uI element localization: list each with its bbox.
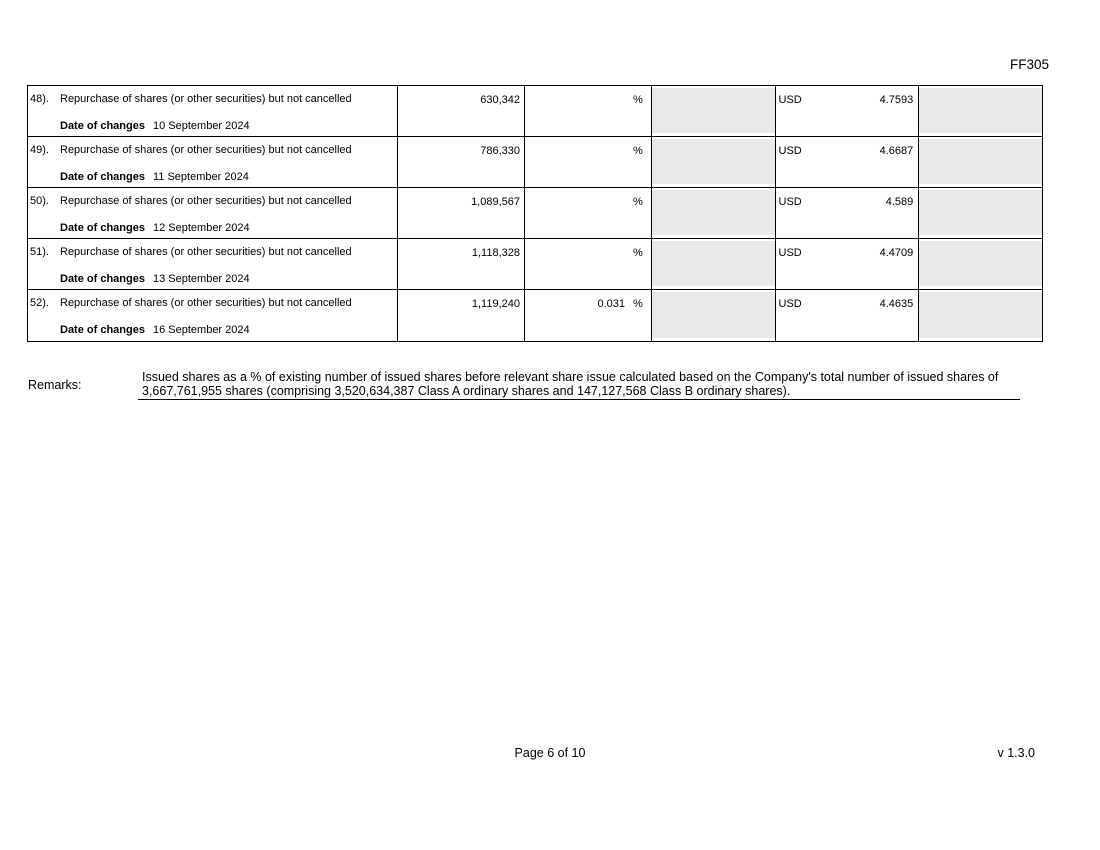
- percent-cell: [524, 290, 651, 341]
- page-number: Page 6 of 10: [514, 746, 586, 760]
- shaded-box: [919, 190, 1042, 235]
- row-main-cell: [28, 290, 397, 341]
- remarks-label: Remarks:: [28, 378, 82, 392]
- row-description: Repurchase of shares (or other securities) but not cancelled: [60, 93, 352, 105]
- currency-price-cell: [775, 188, 919, 238]
- price-value: 4.4635: [879, 298, 914, 310]
- date-of-changes-label: Date of changes: [60, 171, 145, 183]
- percent-cell: [524, 86, 651, 136]
- table-row: [28, 239, 1042, 290]
- shaded-cell: [918, 86, 1042, 136]
- shaded-box: [652, 88, 775, 133]
- shares-count-cell: 786,330: [397, 137, 524, 187]
- currency-price-cell: [775, 239, 919, 289]
- shaded-cell: [651, 188, 775, 238]
- shaded-cell: [918, 239, 1042, 289]
- currency-price-cell: [775, 137, 919, 187]
- percent-sign: %: [632, 145, 643, 157]
- date-value: 12 September 2024: [153, 222, 250, 234]
- remarks-line-1: Issued shares as a % of existing number of issued shares before relevant share issue calculated based on the Company's total number of issued shares of: [142, 370, 999, 384]
- table-row: [28, 86, 1042, 137]
- currency-label: USD: [778, 196, 802, 208]
- form-code-label: FF305: [1009, 57, 1049, 72]
- shares-count-cell: 1,118,328: [397, 239, 524, 289]
- shaded-cell: [918, 137, 1042, 187]
- row-description: Repurchase of shares (or other securities) but not cancelled: [60, 246, 352, 258]
- date-value: 10 September 2024: [153, 120, 250, 132]
- percent-value: 0.031: [597, 298, 625, 310]
- price-value: 4.589: [885, 196, 914, 208]
- shaded-box: [919, 241, 1042, 286]
- row-number: 48).: [30, 93, 49, 105]
- currency-label: USD: [778, 298, 802, 310]
- date-of-changes-label: Date of changes: [60, 120, 145, 132]
- version-label: v 1.3.0: [997, 746, 1035, 760]
- shares-count-cell: 1,119,240: [397, 290, 524, 341]
- percent-sign: %: [632, 298, 643, 310]
- table-row: [28, 137, 1042, 188]
- currency-price-cell: [775, 86, 919, 136]
- shaded-cell: [651, 290, 775, 341]
- percent-sign: %: [632, 196, 643, 208]
- shaded-cell: [651, 86, 775, 136]
- date-value: 13 September 2024: [153, 273, 250, 285]
- row-number: 52).: [30, 297, 49, 309]
- shaded-cell: [918, 290, 1042, 341]
- remarks-text: [138, 371, 1020, 400]
- shares-count-cell: 1,089,567: [397, 188, 524, 238]
- currency-price-cell: [775, 290, 919, 341]
- share-changes-table: [27, 85, 1043, 342]
- row-description: Repurchase of shares (or other securities) but not cancelled: [60, 195, 352, 207]
- shaded-cell: [651, 239, 775, 289]
- currency-label: USD: [778, 247, 802, 259]
- row-description: Repurchase of shares (or other securities) but not cancelled: [60, 297, 352, 309]
- shaded-box: [919, 139, 1042, 184]
- percent-sign: %: [632, 94, 643, 106]
- price-value: 4.4709: [879, 247, 914, 259]
- currency-label: USD: [778, 145, 802, 157]
- remarks-line-2: 3,667,761,955 shares (comprising 3,520,634,387 Class A ordinary shares and 147,127,568 Class B ordinary shares).: [138, 385, 1020, 401]
- date-value: 11 September 2024: [153, 171, 249, 183]
- percent-cell: [524, 188, 651, 238]
- shares-count-cell: 630,342: [397, 86, 524, 136]
- shaded-box: [919, 292, 1042, 338]
- row-number: 49).: [30, 144, 49, 156]
- date-of-changes-label: Date of changes: [60, 222, 145, 234]
- shaded-box: [919, 88, 1042, 133]
- row-description: Repurchase of shares (or other securities) but not cancelled: [60, 144, 352, 156]
- row-main-cell: [28, 188, 397, 238]
- row-main-cell: [28, 239, 397, 289]
- row-number: 51).: [30, 246, 49, 258]
- table-row: [28, 188, 1042, 239]
- date-of-changes-label: Date of changes: [60, 273, 145, 285]
- date-value: 16 September 2024: [153, 324, 250, 336]
- shaded-box: [652, 190, 775, 235]
- percent-sign: %: [632, 247, 643, 259]
- percent-cell: [524, 239, 651, 289]
- shaded-cell: [918, 188, 1042, 238]
- shaded-cell: [651, 137, 775, 187]
- date-of-changes-label: Date of changes: [60, 324, 145, 336]
- row-number: 50).: [30, 195, 49, 207]
- shaded-box: [652, 139, 775, 184]
- shaded-box: [652, 241, 775, 286]
- row-main-cell: [28, 137, 397, 187]
- table-row: [28, 290, 1042, 341]
- row-main-cell: [28, 86, 397, 136]
- price-value: 4.6687: [879, 145, 914, 157]
- price-value: 4.7593: [879, 94, 914, 106]
- percent-cell: [524, 137, 651, 187]
- shaded-box: [652, 292, 775, 338]
- currency-label: USD: [778, 94, 802, 106]
